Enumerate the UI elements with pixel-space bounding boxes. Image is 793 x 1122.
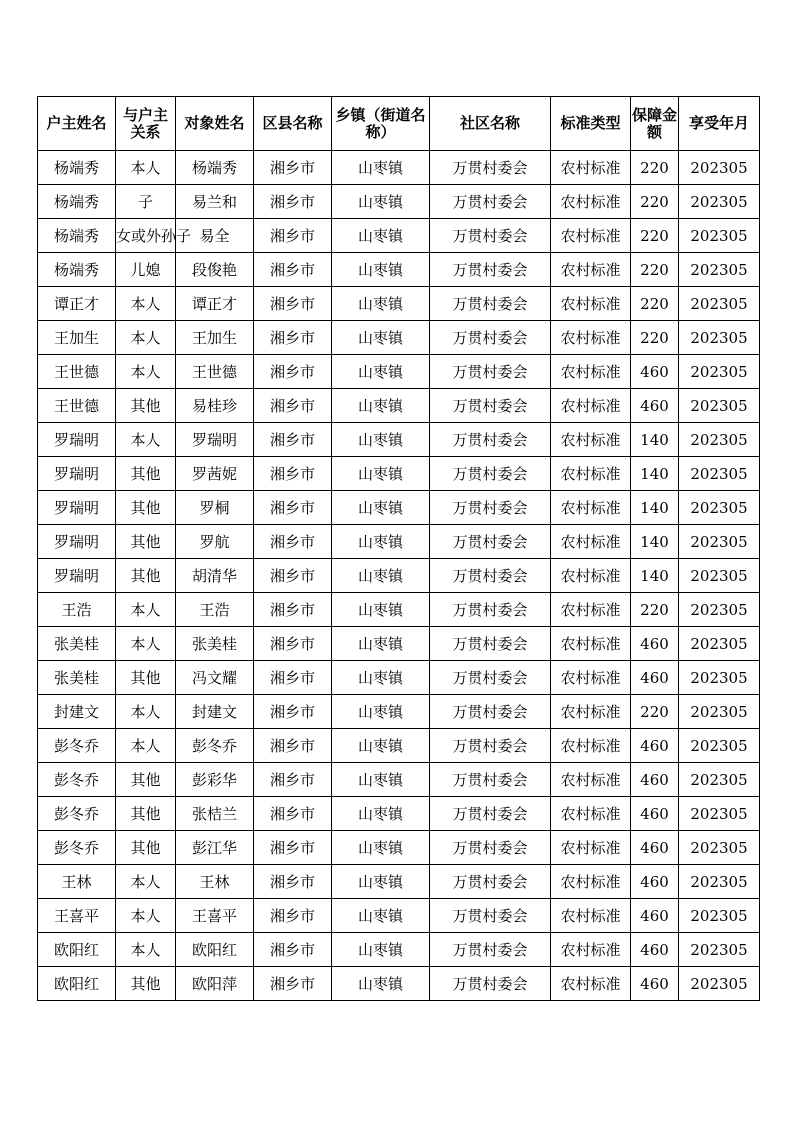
cell-period: 202305 — [679, 899, 760, 933]
cell-county: 湘乡市 — [254, 695, 332, 729]
cell-town: 山枣镇 — [332, 355, 430, 389]
cell-county: 湘乡市 — [254, 831, 332, 865]
cell-member-name: 罗瑞明 — [176, 423, 254, 457]
cell-period: 202305 — [679, 525, 760, 559]
cell-member-name: 易兰和 — [176, 185, 254, 219]
cell-period: 202305 — [679, 763, 760, 797]
cell-amount: 460 — [631, 389, 679, 423]
table-row — [38, 491, 760, 525]
cell-period: 202305 — [679, 253, 760, 287]
cell-town: 山枣镇 — [332, 763, 430, 797]
cell-amount: 220 — [631, 695, 679, 729]
cell-standard-type: 农村标准 — [551, 797, 631, 831]
cell-amount: 460 — [631, 763, 679, 797]
table-row — [38, 559, 760, 593]
cell-member-name: 谭正才 — [176, 287, 254, 321]
cell-member-name: 王喜平 — [176, 899, 254, 933]
cell-amount: 220 — [631, 287, 679, 321]
cell-member-name: 张桔兰 — [176, 797, 254, 831]
cell-town: 山枣镇 — [332, 933, 430, 967]
cell-county: 湘乡市 — [254, 321, 332, 355]
cell-householder-name: 封建文 — [38, 695, 116, 729]
cell-member-name: 王浩 — [176, 593, 254, 627]
cell-county: 湘乡市 — [254, 933, 332, 967]
cell-community: 万贯村委会 — [430, 321, 551, 355]
cell-householder-name: 彭冬乔 — [38, 797, 116, 831]
cell-relation: 其他 — [116, 831, 176, 865]
cell-amount: 220 — [631, 593, 679, 627]
cell-member-name: 彭彩华 — [176, 763, 254, 797]
cell-community: 万贯村委会 — [430, 185, 551, 219]
cell-householder-name: 罗瑞明 — [38, 423, 116, 457]
cell-town: 山枣镇 — [332, 695, 430, 729]
cell-amount: 460 — [631, 627, 679, 661]
table-row — [38, 593, 760, 627]
cell-county: 湘乡市 — [254, 457, 332, 491]
header-period: 享受年月 — [679, 97, 760, 151]
cell-period: 202305 — [679, 593, 760, 627]
cell-householder-name: 谭正才 — [38, 287, 116, 321]
cell-standard-type: 农村标准 — [551, 729, 631, 763]
cell-town: 山枣镇 — [332, 627, 430, 661]
cell-member-name: 张美桂 — [176, 627, 254, 661]
cell-town: 山枣镇 — [332, 593, 430, 627]
cell-standard-type: 农村标准 — [551, 253, 631, 287]
table-row — [38, 831, 760, 865]
cell-period: 202305 — [679, 321, 760, 355]
table-row — [38, 865, 760, 899]
cell-standard-type: 农村标准 — [551, 593, 631, 627]
cell-amount: 460 — [631, 865, 679, 899]
header-householder-name: 户主姓名 — [38, 97, 116, 151]
cell-amount: 460 — [631, 355, 679, 389]
cell-amount: 140 — [631, 559, 679, 593]
cell-period: 202305 — [679, 355, 760, 389]
table-row — [38, 457, 760, 491]
cell-county: 湘乡市 — [254, 627, 332, 661]
cell-member-name: 胡清华 — [176, 559, 254, 593]
cell-county: 湘乡市 — [254, 967, 332, 1001]
cell-period: 202305 — [679, 185, 760, 219]
cell-householder-name: 欧阳红 — [38, 933, 116, 967]
cell-standard-type: 农村标准 — [551, 559, 631, 593]
table-header — [38, 97, 760, 151]
cell-householder-name: 王世德 — [38, 355, 116, 389]
cell-relation: 本人 — [116, 865, 176, 899]
cell-amount: 460 — [631, 831, 679, 865]
cell-relation: 其他 — [116, 797, 176, 831]
table-row — [38, 355, 760, 389]
cell-member-name: 欧阳红 — [176, 933, 254, 967]
cell-member-name: 王加生 — [176, 321, 254, 355]
cell-county: 湘乡市 — [254, 151, 332, 185]
cell-relation: 女或外孙子 — [116, 219, 176, 253]
cell-county: 湘乡市 — [254, 389, 332, 423]
cell-period: 202305 — [679, 491, 760, 525]
cell-period: 202305 — [679, 933, 760, 967]
beneficiary-table-container — [37, 96, 760, 1001]
beneficiary-table — [37, 96, 760, 1001]
table-row — [38, 219, 760, 253]
cell-community: 万贯村委会 — [430, 219, 551, 253]
cell-town: 山枣镇 — [332, 287, 430, 321]
cell-community: 万贯村委会 — [430, 899, 551, 933]
cell-community: 万贯村委会 — [430, 253, 551, 287]
cell-standard-type: 农村标准 — [551, 389, 631, 423]
cell-community: 万贯村委会 — [430, 763, 551, 797]
cell-member-name: 罗航 — [176, 525, 254, 559]
table-row — [38, 933, 760, 967]
cell-member-name: 王世德 — [176, 355, 254, 389]
cell-relation: 儿媳 — [116, 253, 176, 287]
cell-standard-type: 农村标准 — [551, 763, 631, 797]
cell-standard-type: 农村标准 — [551, 151, 631, 185]
cell-town: 山枣镇 — [332, 185, 430, 219]
table-body — [38, 151, 760, 1001]
cell-period: 202305 — [679, 831, 760, 865]
cell-relation: 本人 — [116, 593, 176, 627]
cell-amount: 220 — [631, 321, 679, 355]
cell-householder-name: 罗瑞明 — [38, 457, 116, 491]
cell-amount: 220 — [631, 151, 679, 185]
cell-amount: 220 — [631, 219, 679, 253]
cell-householder-name: 杨端秀 — [38, 151, 116, 185]
cell-member-name: 段俊艳 — [176, 253, 254, 287]
cell-householder-name: 王世德 — [38, 389, 116, 423]
cell-standard-type: 农村标准 — [551, 899, 631, 933]
cell-member-name: 王林 — [176, 865, 254, 899]
cell-community: 万贯村委会 — [430, 593, 551, 627]
cell-county: 湘乡市 — [254, 797, 332, 831]
cell-householder-name: 张美桂 — [38, 627, 116, 661]
cell-relation: 子 — [116, 185, 176, 219]
cell-householder-name: 杨端秀 — [38, 219, 116, 253]
cell-community: 万贯村委会 — [430, 491, 551, 525]
cell-relation: 本人 — [116, 627, 176, 661]
cell-householder-name: 彭冬乔 — [38, 729, 116, 763]
cell-county: 湘乡市 — [254, 491, 332, 525]
cell-period: 202305 — [679, 219, 760, 253]
cell-amount: 220 — [631, 253, 679, 287]
cell-town: 山枣镇 — [332, 831, 430, 865]
cell-town: 山枣镇 — [332, 253, 430, 287]
cell-community: 万贯村委会 — [430, 729, 551, 763]
cell-member-name: 封建文 — [176, 695, 254, 729]
cell-community: 万贯村委会 — [430, 661, 551, 695]
cell-community: 万贯村委会 — [430, 967, 551, 1001]
cell-town: 山枣镇 — [332, 219, 430, 253]
cell-town: 山枣镇 — [332, 797, 430, 831]
cell-relation: 本人 — [116, 287, 176, 321]
cell-member-name: 彭江华 — [176, 831, 254, 865]
cell-town: 山枣镇 — [332, 423, 430, 457]
cell-period: 202305 — [679, 661, 760, 695]
cell-town: 山枣镇 — [332, 491, 430, 525]
table-row — [38, 525, 760, 559]
cell-community: 万贯村委会 — [430, 831, 551, 865]
cell-community: 万贯村委会 — [430, 355, 551, 389]
cell-period: 202305 — [679, 695, 760, 729]
cell-community: 万贯村委会 — [430, 627, 551, 661]
cell-householder-name: 王喜平 — [38, 899, 116, 933]
cell-amount: 140 — [631, 423, 679, 457]
cell-period: 202305 — [679, 865, 760, 899]
cell-member-name: 罗桐 — [176, 491, 254, 525]
cell-relation: 本人 — [116, 695, 176, 729]
cell-town: 山枣镇 — [332, 899, 430, 933]
cell-householder-name: 王浩 — [38, 593, 116, 627]
cell-amount: 140 — [631, 491, 679, 525]
table-row — [38, 321, 760, 355]
cell-community: 万贯村委会 — [430, 423, 551, 457]
cell-standard-type: 农村标准 — [551, 491, 631, 525]
cell-standard-type: 农村标准 — [551, 661, 631, 695]
cell-standard-type: 农村标准 — [551, 423, 631, 457]
cell-standard-type: 农村标准 — [551, 695, 631, 729]
table-row — [38, 661, 760, 695]
cell-town: 山枣镇 — [332, 389, 430, 423]
cell-standard-type: 农村标准 — [551, 185, 631, 219]
table-row — [38, 967, 760, 1001]
cell-member-name: 彭冬乔 — [176, 729, 254, 763]
cell-householder-name: 罗瑞明 — [38, 491, 116, 525]
cell-county: 湘乡市 — [254, 899, 332, 933]
cell-period: 202305 — [679, 559, 760, 593]
cell-amount: 460 — [631, 899, 679, 933]
cell-community: 万贯村委会 — [430, 559, 551, 593]
cell-period: 202305 — [679, 287, 760, 321]
header-standard-type: 标准类型 — [551, 97, 631, 151]
cell-town: 山枣镇 — [332, 457, 430, 491]
cell-standard-type: 农村标准 — [551, 627, 631, 661]
table-row — [38, 729, 760, 763]
table-row — [38, 287, 760, 321]
cell-period: 202305 — [679, 457, 760, 491]
cell-relation: 其他 — [116, 763, 176, 797]
cell-amount: 460 — [631, 797, 679, 831]
cell-town: 山枣镇 — [332, 321, 430, 355]
cell-county: 湘乡市 — [254, 559, 332, 593]
cell-period: 202305 — [679, 627, 760, 661]
cell-period: 202305 — [679, 389, 760, 423]
cell-community: 万贯村委会 — [430, 865, 551, 899]
cell-standard-type: 农村标准 — [551, 457, 631, 491]
cell-amount: 140 — [631, 525, 679, 559]
cell-county: 湘乡市 — [254, 423, 332, 457]
cell-member-name: 杨端秀 — [176, 151, 254, 185]
cell-relation: 其他 — [116, 967, 176, 1001]
cell-member-name: 欧阳萍 — [176, 967, 254, 1001]
cell-county: 湘乡市 — [254, 729, 332, 763]
cell-county: 湘乡市 — [254, 185, 332, 219]
cell-householder-name: 彭冬乔 — [38, 763, 116, 797]
table-row — [38, 185, 760, 219]
cell-amount: 460 — [631, 661, 679, 695]
cell-community: 万贯村委会 — [430, 287, 551, 321]
cell-town: 山枣镇 — [332, 865, 430, 899]
cell-period: 202305 — [679, 151, 760, 185]
cell-community: 万贯村委会 — [430, 797, 551, 831]
table-row — [38, 253, 760, 287]
cell-county: 湘乡市 — [254, 355, 332, 389]
cell-community: 万贯村委会 — [430, 933, 551, 967]
cell-community: 万贯村委会 — [430, 525, 551, 559]
cell-householder-name: 杨端秀 — [38, 185, 116, 219]
cell-householder-name: 王加生 — [38, 321, 116, 355]
table-row — [38, 797, 760, 831]
cell-member-name: 冯文耀 — [176, 661, 254, 695]
cell-period: 202305 — [679, 967, 760, 1001]
cell-town: 山枣镇 — [332, 559, 430, 593]
cell-amount: 140 — [631, 457, 679, 491]
cell-relation: 其他 — [116, 559, 176, 593]
cell-member-name: 罗茜妮 — [176, 457, 254, 491]
cell-town: 山枣镇 — [332, 729, 430, 763]
header-community: 社区名称 — [430, 97, 551, 151]
cell-standard-type: 农村标准 — [551, 287, 631, 321]
cell-period: 202305 — [679, 729, 760, 763]
cell-relation: 本人 — [116, 899, 176, 933]
cell-member-name: 易全 — [176, 219, 254, 253]
cell-householder-name: 张美桂 — [38, 661, 116, 695]
cell-standard-type: 农村标准 — [551, 525, 631, 559]
cell-community: 万贯村委会 — [430, 695, 551, 729]
table-row — [38, 151, 760, 185]
cell-relation: 本人 — [116, 729, 176, 763]
cell-standard-type: 农村标准 — [551, 865, 631, 899]
cell-county: 湘乡市 — [254, 593, 332, 627]
cell-householder-name: 杨端秀 — [38, 253, 116, 287]
cell-relation: 其他 — [116, 661, 176, 695]
cell-relation: 其他 — [116, 457, 176, 491]
cell-county: 湘乡市 — [254, 525, 332, 559]
cell-amount: 460 — [631, 967, 679, 1001]
cell-standard-type: 农村标准 — [551, 831, 631, 865]
table-row — [38, 899, 760, 933]
header-row — [38, 97, 760, 151]
cell-relation: 其他 — [116, 389, 176, 423]
cell-relation: 本人 — [116, 423, 176, 457]
cell-standard-type: 农村标准 — [551, 321, 631, 355]
cell-relation: 其他 — [116, 491, 176, 525]
header-county: 区县名称 — [254, 97, 332, 151]
header-amount: 保障金额 — [631, 97, 679, 151]
header-member-name: 对象姓名 — [176, 97, 254, 151]
table-row — [38, 627, 760, 661]
cell-standard-type: 农村标准 — [551, 933, 631, 967]
table-row — [38, 423, 760, 457]
cell-householder-name: 彭冬乔 — [38, 831, 116, 865]
header-relation: 与户主关系 — [116, 97, 176, 151]
cell-relation: 本人 — [116, 321, 176, 355]
header-town: 乡镇（街道名称） — [332, 97, 430, 151]
cell-county: 湘乡市 — [254, 763, 332, 797]
cell-community: 万贯村委会 — [430, 151, 551, 185]
cell-householder-name: 欧阳红 — [38, 967, 116, 1001]
cell-relation: 其他 — [116, 525, 176, 559]
cell-county: 湘乡市 — [254, 287, 332, 321]
cell-county: 湘乡市 — [254, 661, 332, 695]
cell-relation: 本人 — [116, 933, 176, 967]
cell-town: 山枣镇 — [332, 151, 430, 185]
cell-amount: 220 — [631, 185, 679, 219]
cell-relation: 本人 — [116, 355, 176, 389]
cell-relation: 本人 — [116, 151, 176, 185]
cell-member-name: 易桂珍 — [176, 389, 254, 423]
cell-householder-name: 罗瑞明 — [38, 525, 116, 559]
cell-standard-type: 农村标准 — [551, 219, 631, 253]
cell-householder-name: 王林 — [38, 865, 116, 899]
table-row — [38, 695, 760, 729]
table-row — [38, 389, 760, 423]
cell-amount: 460 — [631, 729, 679, 763]
cell-community: 万贯村委会 — [430, 457, 551, 491]
cell-householder-name: 罗瑞明 — [38, 559, 116, 593]
cell-county: 湘乡市 — [254, 253, 332, 287]
cell-county: 湘乡市 — [254, 865, 332, 899]
cell-period: 202305 — [679, 423, 760, 457]
cell-community: 万贯村委会 — [430, 389, 551, 423]
cell-county: 湘乡市 — [254, 219, 332, 253]
cell-town: 山枣镇 — [332, 967, 430, 1001]
cell-town: 山枣镇 — [332, 661, 430, 695]
cell-period: 202305 — [679, 797, 760, 831]
table-row — [38, 763, 760, 797]
cell-town: 山枣镇 — [332, 525, 430, 559]
cell-standard-type: 农村标准 — [551, 967, 631, 1001]
cell-amount: 460 — [631, 933, 679, 967]
cell-standard-type: 农村标准 — [551, 355, 631, 389]
